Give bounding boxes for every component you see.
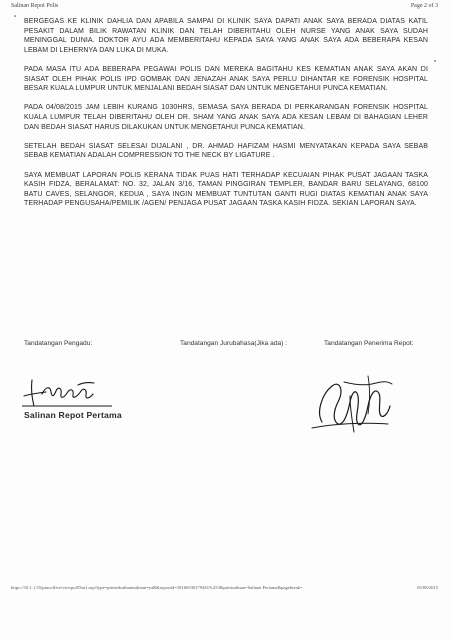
scan-speck	[14, 15, 16, 17]
signature-label-receiver: Tandatangan Penerima Repot:	[324, 340, 414, 347]
scan-speck	[434, 60, 436, 62]
signature-label-complainant: Tandatangan Pengadu:	[24, 340, 93, 347]
paragraph-clinic: BERGEGAS KE KLINIK DAHLIA DAN APABILA SAMPAI DI KLINIK SAYA DAPATI ANAK SAYA BERADA DIATAS KATIL PESAKIT DALAM BILIK RAWATAN KLINIK DAN TELAH DIBERITAHU OLEH NURSE YANG ANAK SAYA SUDAH MENINGGAL DUNIA. DOKTOR AYU ADA MEMBERITAHU KEPADA SAYA YANG ANAK SAYA ADA BEBERAPA KESAN LEBAM DI LEHERNYA DAN LUKA DI MUKA.	[24, 18, 428, 54]
paragraph-police: PADA MASA ITU ADA BEBERAPA PEGAWAI POLIS DAN MEREKA BAGITAHU KES KEMATIAN ANAK SAYA AKAN DI SIASAT OLEH PIHAK POLIS IPD GOMBAK DAN JENAZAH ANAK SAYA PERLU DIHANTAR KE FORENSIK HOSPITAL BESAR KUALA LUMPUR UNTUK MENJALANI BEDAH SIASAT DAN UNTUK MENGETAHUI PUNCA KEMATIAN.	[24, 65, 428, 93]
paragraph-complaint: SAYA MEMBUAT LAPORAN POLIS KERANA TIDAK PUAS HATI TERHADAP KECUAIAN PIHAK PUSAT JAGAAN TASKA KASIH FIDZA, BERALAMAT: NO. 32, JALAN 3/16, TAMAN PINGGIRAN TEMPLER, BANDAR BARU SELAYANG, 68100 BATU CAVES, SELANGOR, KEDUA , SAYA INGIN MEMBUAT TUNTUTAN GANTI RUGI DIATAS KEMATIAN ANAK SAYA TERHADAP PENGUSAHA/PEMILIK /AGEN/ PENJAGA PUSAT JAGAAN TASKA KASIH FIDZA. SEKIAN LAPORAN SAYA.	[24, 171, 428, 208]
copy-title: Salinan Repot Pertama	[24, 410, 122, 420]
report-body	[24, 17, 428, 218]
header-document-title: Salinan Repot Polis	[11, 3, 59, 9]
signature-label-interpreter: Tandatangan Jurubahasa(Jika ada) :	[180, 340, 288, 347]
paragraph-forensic: PADA 04/08/2015 JAM LEBIH KURANG 1030HRS, SEMASA SAYA BERADA DI PERKARANGAN FORENSIK HOSPITAL KUALA LUMPUR TELAH DIBERITAHU OLEH DR. SHAM YANG ANAK SAYA ADA KESAN LEBAM DI BAHAGIAN LEHER DAN BEDAH SIASAT HARUS DILAKUKAN UNTUK MENGETAHUI PUNCA KEMATIAN.	[24, 104, 428, 131]
paragraph-autopsy: SETELAH BEDAH SIASAT SELESAI DIJALANI , DR. AHMAD HAFIZAM HASMI MENYATAKAN KEPADA SAYA SEBAB SEBAB KEMATIAN ADALAH COMPRESSION TO THE NECK BY LIGATURE .	[24, 142, 428, 160]
footer-url: https://10.1.1.55/pmcoffice/viewpol55m1.asp?type=printedsalinansalinan=yaR&reportid=18166530179461%253&printsalinan=Salinan Pertama&pagebreak=	[11, 585, 303, 590]
footer-date: 05/08/2015	[417, 585, 438, 590]
receiver-signature	[292, 362, 402, 442]
header-page-number: Page 2 of 3	[410, 3, 438, 9]
complainant-signature	[20, 372, 115, 414]
